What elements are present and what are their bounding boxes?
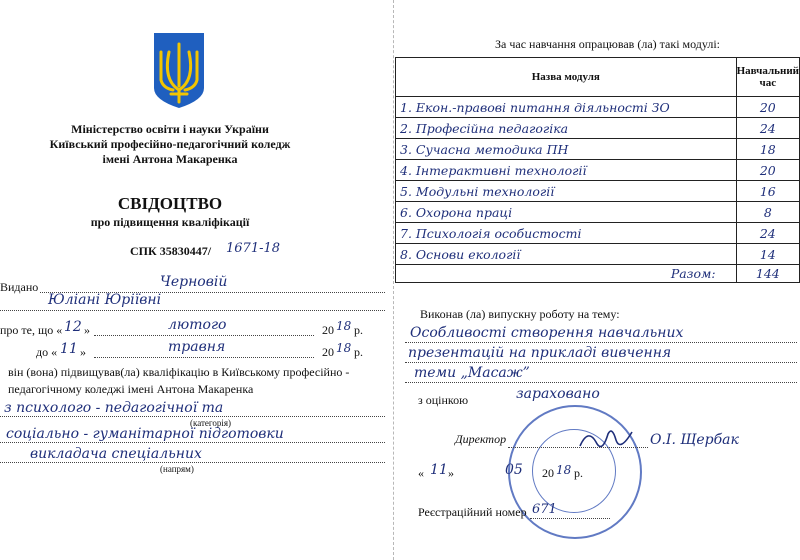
module-name: 4. Інтерактивні технології [396, 160, 737, 181]
trident-emblem-icon [151, 30, 207, 110]
category-line-3-rule [0, 462, 385, 463]
certificate-number-handwritten: 1671-18 [226, 241, 281, 256]
certificate-number-prefix: СПК 35830447/ [130, 244, 212, 258]
qualification-statement: він (вона) підвищував(ла) кваліфікацію в Київському професійно - [8, 365, 350, 379]
module-hours: 24 [736, 223, 799, 244]
document-subtitle: про підвищення кваліфікації [90, 215, 250, 229]
to-year-prefix: 20 [322, 345, 334, 359]
thesis-line-3: теми „Масаж” [414, 365, 530, 381]
module-hours: 20 [736, 160, 799, 181]
thesis-line-3-rule [405, 382, 797, 383]
date-close: » [448, 466, 454, 480]
total-hours: 144 [736, 265, 799, 283]
grade-value: зараховано [516, 386, 600, 402]
module-hours: 24 [736, 118, 799, 139]
from-quote-close: » [84, 323, 90, 337]
module-hours: 8 [736, 202, 799, 223]
total-row [396, 265, 800, 283]
from-month-line [94, 335, 314, 336]
module-hours: 14 [736, 244, 799, 265]
table-row [396, 244, 800, 265]
document-title: СВІДОЦТВО [117, 194, 223, 213]
issued-label: Видано [0, 280, 39, 294]
to-year-suffix: р. [354, 345, 363, 359]
to-day: 11 [60, 341, 78, 357]
director-signature [576, 424, 636, 458]
category-line-2-rule [0, 442, 385, 443]
thesis-line-1-rule [405, 342, 797, 343]
from-label: про те, що « [0, 323, 63, 337]
ministry-text: Міністерство освіти і науки України [71, 122, 269, 136]
college-statement: педагогічному коледжі імені Антона Макаренка [8, 382, 254, 396]
thesis-line-1: Особливості створення навчальних [410, 325, 684, 341]
thesis-line-2-rule [405, 362, 797, 363]
module-name: 1. Екон.-правові питання діяльності ЗО [396, 97, 737, 118]
from-year-suffix: р. [354, 323, 363, 337]
module-hours: 20 [736, 97, 799, 118]
direction-caption: (напрям) [160, 464, 194, 474]
date-open: « [418, 466, 424, 480]
date-suffix: р. [574, 466, 583, 480]
issued-line-2 [0, 310, 385, 311]
date-year-hw: 18 [556, 463, 572, 477]
reg-line [530, 518, 610, 519]
table-row [396, 202, 800, 223]
category-line-1: з психолого - педагогічної та [4, 400, 224, 416]
to-month-line [94, 357, 314, 358]
col-name-header: Назва модуля [396, 58, 737, 97]
director-line [508, 447, 648, 448]
issued-name: Юліані Юріївні [48, 292, 162, 308]
modules-table-header [396, 58, 800, 97]
category-line-2: соціально - гуманітарної підготовки [6, 426, 284, 442]
issued-surname: Черновій [160, 274, 228, 290]
to-month: травня [168, 339, 226, 355]
table-row [396, 160, 800, 181]
module-name: 8. Основи екології [396, 244, 737, 265]
category-caption: (категорія) [190, 418, 232, 428]
module-name: 5. Модульні технології [396, 181, 737, 202]
thesis-label: Виконав (ла) випускну роботу на тему: [420, 307, 620, 321]
to-label: до « [36, 345, 58, 359]
module-name: 7. Психологія особистості [396, 223, 737, 244]
director-label: Директор [455, 432, 507, 446]
to-year-hw: 18 [336, 341, 352, 355]
modules-header: За час навчання опрацював (ла) такі модулі: [495, 37, 721, 51]
module-name: 6. Охорона праці [396, 202, 737, 223]
from-day: 12 [64, 319, 82, 335]
to-quote-close: » [80, 345, 86, 359]
module-hours: 16 [736, 181, 799, 202]
reg-label: Реєстраційний номер [418, 505, 527, 519]
grade-label: з оцінкою [418, 393, 469, 407]
col-hours-header: Навчальний час [736, 58, 799, 97]
module-hours: 18 [736, 139, 799, 160]
category-line-1-rule [0, 416, 385, 417]
module-name: 2. Професійна педагогіка [396, 118, 737, 139]
from-year-hw: 18 [336, 319, 352, 333]
table-row [396, 97, 800, 118]
category-line-3: викладача спеціальних [30, 446, 202, 462]
from-year-prefix: 20 [322, 323, 334, 337]
college-name-text: імені Антона Макаренка [102, 152, 238, 166]
table-row [396, 181, 800, 202]
reg-number: 671 [532, 502, 557, 517]
director-name: О.І. Щербак [650, 432, 739, 448]
college-text: Київський професійно-педагогічний коледж [49, 137, 291, 151]
thesis-line-2: презентацій на прикладі вивчення [408, 345, 672, 361]
table-row [396, 118, 800, 139]
date-day: 11 [430, 462, 448, 478]
modules-table [395, 57, 800, 283]
module-name: 3. Сучасна методика ПН [396, 139, 737, 160]
table-row [396, 139, 800, 160]
total-label: Разом: [396, 265, 737, 283]
table-row [396, 223, 800, 244]
date-year-prefix: 20 [542, 466, 554, 480]
from-month: лютого [168, 317, 227, 333]
page-fold [393, 0, 394, 560]
date-month: 05 [505, 462, 523, 478]
